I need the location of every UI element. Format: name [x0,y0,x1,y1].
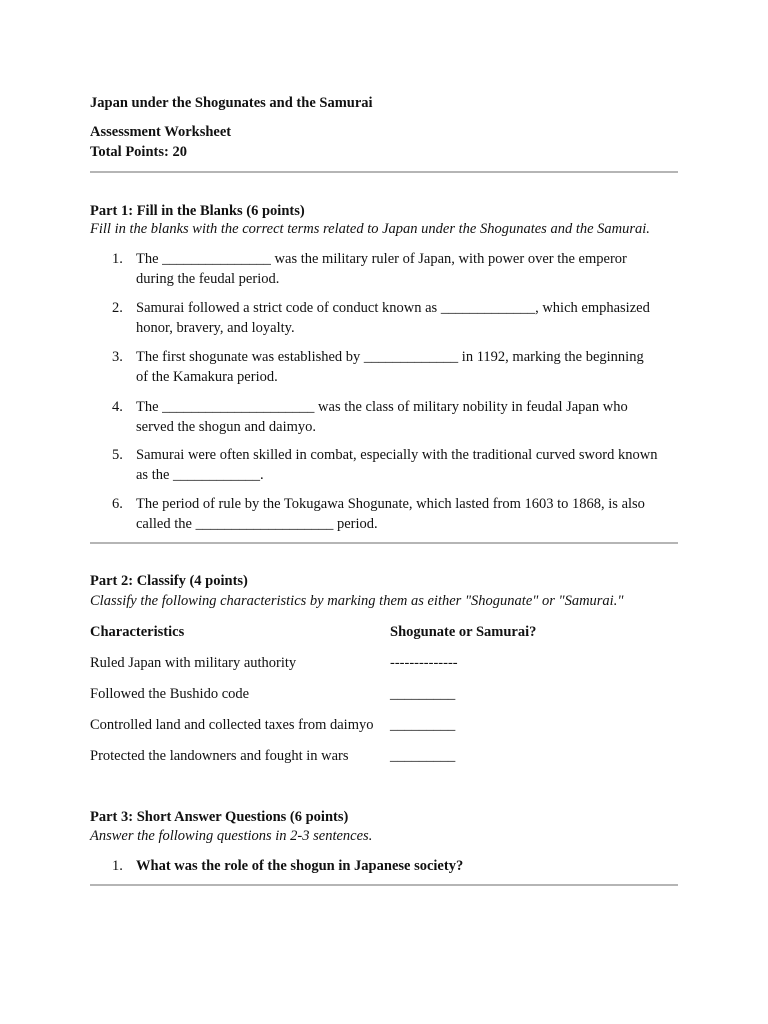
question-text: What was the role of the shogun in Japanese society? [136,858,464,874]
table-row [90,684,536,715]
characteristic-cell: Ruled Japan with military authority [90,655,297,671]
part3-instruction: Answer the following questions in 2-3 sentences. [90,828,373,844]
table-row [90,653,536,684]
section-divider [90,542,678,544]
item-number: 3. [112,349,123,365]
item-number: 2. [112,300,123,316]
table-row [90,746,536,777]
item-number: 6. [112,496,123,512]
item-text-line: served the shogun and daimyo. [136,419,317,435]
characteristic-cell: Followed the Bushido code [90,686,250,702]
total-points: Total Points: 20 [90,144,187,160]
list-item [90,397,680,445]
list-item [90,445,680,494]
item-text-line: of the Kamakura period. [136,369,278,385]
table-row [90,715,536,746]
list-item [90,249,680,298]
item-number: 1. [112,858,123,874]
item-text-line: called the ___________________ period. [136,516,378,532]
item-text-line: The first shogunate was established by _____________ in 1192, marking the beginning [136,349,644,365]
part3-heading: Part 3: Short Answer Questions (6 points) [90,809,349,825]
characteristic-cell: Controlled land and collected taxes from daimyo [90,717,374,733]
answer-blank: _________ [390,717,456,733]
list-item [90,494,680,534]
characteristic-cell: Protected the landowners and fought in wars [90,748,349,764]
section-divider [90,171,678,173]
list-item [90,298,680,347]
item-number: 4. [112,399,123,415]
fill-blank-list [90,249,680,534]
answer-blank: -------------- [390,655,458,671]
item-text-line: Samurai followed a strict code of conduct known as _____________, which emphasized [136,300,650,316]
table-header-row [90,622,536,653]
short-answer-list [90,856,680,876]
item-text-line: The _____________________ was the class of military nobility in feudal Japan who [136,399,628,415]
column-header-characteristics: Characteristics [90,624,185,640]
item-number: 1. [112,251,123,267]
part1-instruction: Fill in the blanks with the correct terms related to Japan under the Shogunates and the Samurai. [90,221,650,237]
part2-heading: Part 2: Classify (4 points) [90,573,248,589]
part1-heading: Part 1: Fill in the Blanks (6 points) [90,203,305,219]
answer-blank: _________ [390,686,456,702]
list-item [90,856,680,876]
item-text-line: The period of rule by the Tokugawa Shogunate, which lasted from 1603 to 1868, is also [136,496,645,512]
item-text-line: as the ____________. [136,467,264,483]
worksheet-subtitle: Assessment Worksheet [90,124,232,140]
item-text-line: honor, bravery, and loyalty. [136,320,295,336]
item-text-line: The _______________ was the military ruler of Japan, with power over the emperor [136,251,627,267]
item-text-line: Samurai were often skilled in combat, especially with the traditional curved sword known [136,447,658,463]
classify-table [90,622,536,777]
item-text-line: during the feudal period. [136,271,280,287]
list-item [90,347,680,397]
part2-instruction: Classify the following characteristics by marking them as either "Shogunate" or "Samurai." [90,593,624,609]
section-divider [90,884,678,886]
answer-blank: _________ [390,748,456,764]
worksheet-title: Japan under the Shogunates and the Samurai [90,95,373,111]
item-number: 5. [112,447,123,463]
column-header-answer: Shogunate or Samurai? [390,624,537,640]
